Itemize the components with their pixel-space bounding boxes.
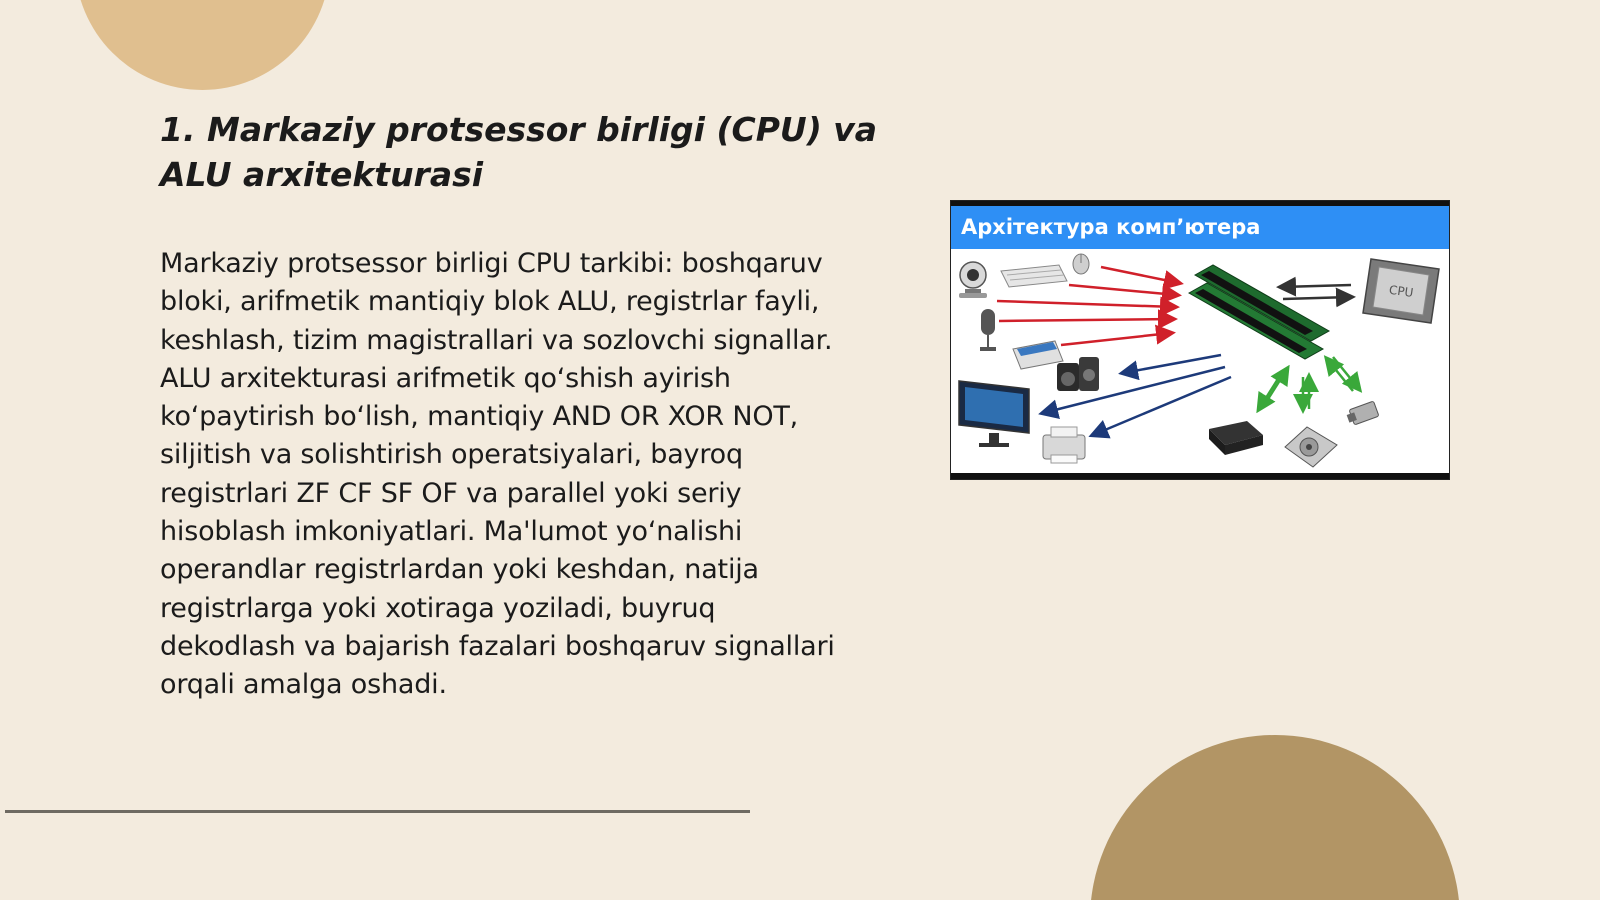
figure-header: Архітектура комп’ютера [951,206,1449,249]
computer-architecture-figure [950,200,1450,480]
hard-drive-icon [1209,421,1263,455]
slide-body-text: Markaziy protsessor birligi CPU tarkibi: boshqaruv bloki, arifmetik mantiqiy blok ALU, registrlar fayli, keshlash, tizim magistrallari va sozlovchi signallar. ALU arxitekturasi arifmetik qo‘shish ayirish ko‘paytirish bo‘lish, mantiqiy AND OR XOR NOT, siljitish va solishtirish operatsiyalari, bayroq registrlari ZF CF SF OF va parallel yoki seriy hisoblash imkoniyatlari. Ma'lumot yo‘nalishi operandlar registrlardan yoki keshdan, natija registrlarga yoki xotiraga yoziladi, buyruq dekodlash va bajarish fazalari boshqaruv signallari orqali amalga oshadi. [160,248,835,701]
cpu-chip-label: CPU [1388,282,1415,300]
divider-line [5,810,750,813]
keyboard-icon [1001,265,1067,287]
hdd-disk-icon [1285,427,1337,467]
webcam-icon [959,262,987,298]
mouse-icon [1073,254,1089,274]
decorative-circle-bottom [1090,735,1460,900]
printer-icon [1043,427,1085,463]
figure-bottom-bar [951,473,1449,479]
scanner-icon [1013,341,1063,369]
speaker-icon [1057,357,1099,391]
ram-icon [1189,265,1329,359]
decorative-circle-top [75,0,330,90]
slide-title: 1. Markaziy protsessor birligi (CPU) va ALU arxitekturasi [160,110,878,194]
storage-arrows [1259,357,1359,409]
cpu-chip-icon [1363,259,1439,323]
flash-drive-icon [1347,401,1379,425]
architecture-diagram [951,249,1450,475]
microphone-icon [980,309,996,351]
cpu-arrows [1281,285,1351,299]
monitor-icon [959,381,1029,447]
